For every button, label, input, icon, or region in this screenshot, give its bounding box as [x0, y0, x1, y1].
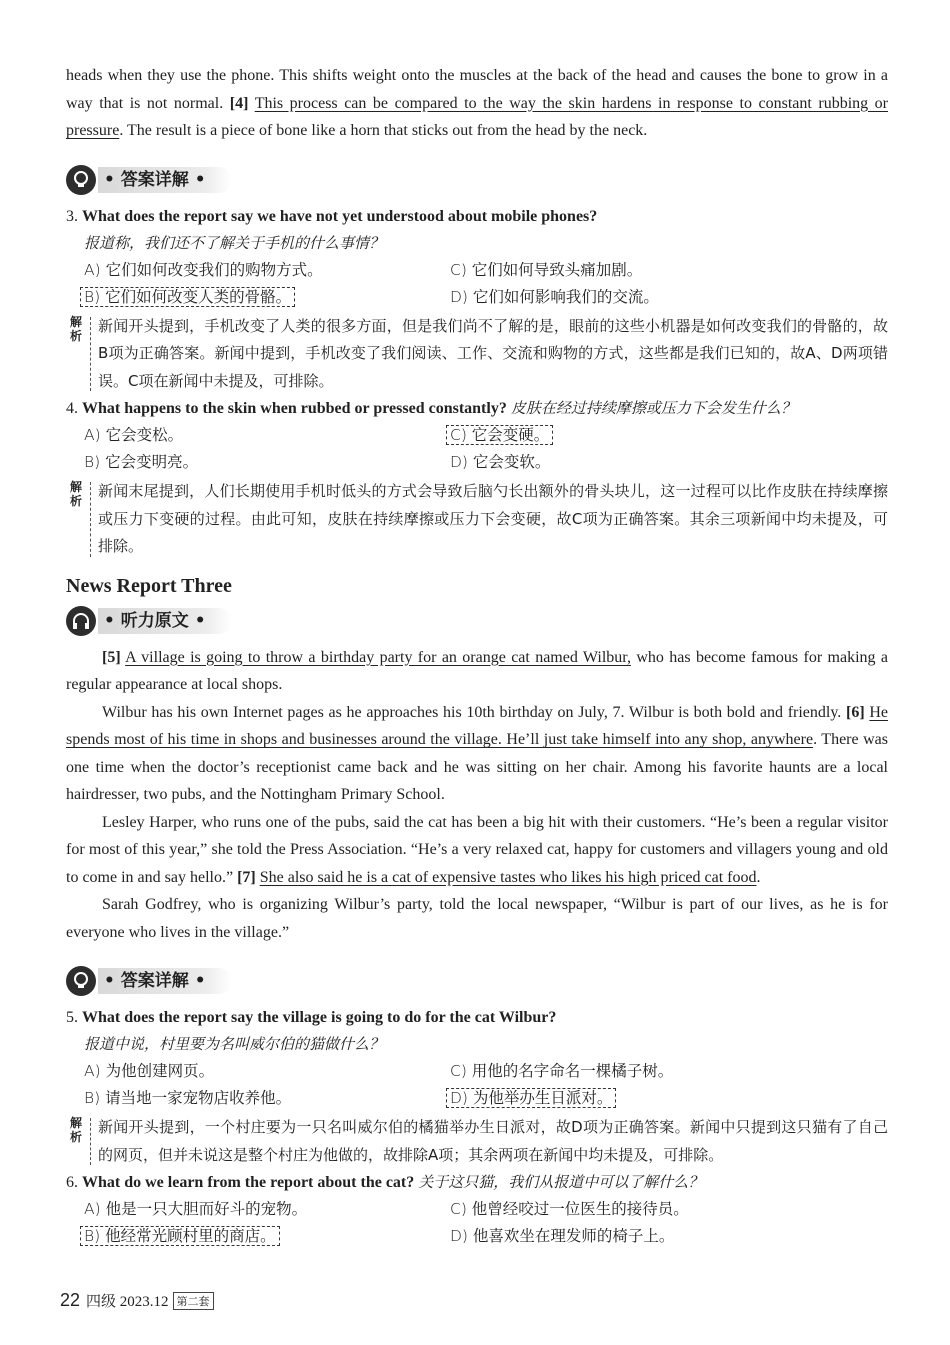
option-a: A) 它会变松。 — [84, 426, 184, 444]
option-d: D) 它会变软。 — [450, 453, 551, 471]
option-c: C) 他曾经咬过一位医生的接待员。 — [450, 1200, 689, 1218]
listening-banner — [66, 604, 888, 638]
question-3 — [66, 203, 888, 230]
report-paragraph-3 — [66, 809, 888, 892]
question-number: 3. — [66, 207, 78, 225]
option-b-correct: B) 他经常光顾村里的商店。 — [80, 1226, 280, 1246]
report-paragraph-4: Sarah Godfrey, who is organizing Wilbur’s party, told the local newspaper, “Wilbur is part of our lives, as he is for everyone who lives in the village.” — [66, 896, 888, 941]
banner-label: • 答案详解 • — [98, 968, 232, 994]
question-translation: 报道中说，村里要为名叫威尔伯的猫做什么？ — [84, 1035, 385, 1053]
underlined-text: A village is going to throw a birthday party for an orange cat named Wilbur, — [125, 648, 631, 666]
option-b-correct: B) 它们如何改变人类的骨骼。 — [80, 287, 295, 307]
question-number: 5. — [66, 1009, 78, 1026]
analysis-block — [66, 313, 888, 396]
option-b: B) 它会变明亮。 — [84, 453, 199, 471]
divider — [90, 482, 91, 557]
banner-label: • 答案详解 • — [98, 167, 232, 193]
options — [66, 1196, 888, 1250]
analysis-text: 新闻开头提到，手机改变了人类的很多方面，但是我们尚不了解的是，眼前的这些小机器是如何改变我们的骨骼的，故B项为正确答案。新闻中提到，手机改变了我们阅读、工作、交流和购物的方式，这些都是我们已知的，故A、D两项错误。C项在新闻中未提及，可排除。 — [98, 316, 888, 390]
footer-text: 四级 2023.12 — [86, 1294, 169, 1310]
option-c: C) 它们如何导致头痛加剧。 — [450, 260, 643, 279]
text-span: heads when they use the phone. This shifts weight onto the muscles at the back of the head and causes the bone to grow in a way that is not normal. — [66, 67, 888, 112]
options — [66, 1058, 888, 1112]
report-paragraph-2 — [66, 699, 888, 809]
report-paragraph-1 — [66, 644, 888, 699]
page-number: 22 — [60, 1290, 81, 1310]
underlined-text: He spends most of his time in shops and businesses around the village. He’ll just take himself into any shop, anywhere — [66, 703, 889, 748]
option-a: A) 它们如何改变我们的购物方式。 — [84, 260, 323, 279]
question-translation: 皮肤在经过持续摩擦或压力下会发生什么？ — [510, 399, 796, 417]
question-number: 4. — [66, 400, 78, 417]
question-number: 6. — [66, 1174, 78, 1191]
text-span: who has become famous for making a regular appearance at local shops. — [66, 648, 888, 693]
text-span: . The result is a piece of bone like a horn that sticks out from the head by the neck. — [119, 122, 648, 139]
headphones-icon — [66, 606, 96, 636]
question-6 — [66, 1169, 888, 1196]
question-text: What does the report say the village is going to do for the cat Wilbur? — [82, 1009, 557, 1026]
question-4 — [66, 395, 888, 422]
analysis-block — [66, 1114, 888, 1169]
option-d: D) 它们如何影响我们的交流。 — [450, 287, 659, 306]
divider — [90, 1118, 91, 1165]
marker-tag: [5] — [102, 648, 121, 666]
marker-tag: [7] — [237, 868, 256, 886]
text-span: . — [756, 868, 761, 886]
page-content — [66, 62, 888, 1250]
analysis-text: 新闻开头提到，一个村庄要为一只名叫威尔伯的橘猫举办生日派对，故D项为正确答案。新闻中只提到这只猫有了自己的网页，但并未说这是整个村庄为他做的，故排除A项；其余两项在新闻中均未提及，可排除。 — [98, 1118, 888, 1164]
question-text: What happens to the skin when rubbed or pressed constantly? — [82, 400, 507, 417]
options — [66, 257, 888, 311]
option-d: D) 他喜欢坐在理发师的椅子上。 — [450, 1227, 675, 1245]
analysis-mark: 解析 — [69, 314, 82, 343]
marker-tag: [4] — [229, 94, 249, 112]
option-c-correct: C) 它会变硬。 — [446, 425, 553, 445]
banner-label: • 听力原文 • — [98, 608, 232, 634]
question-translation: 报道称，我们还不了解关于手机的什么事情？ — [84, 233, 385, 252]
option-a: A) 为他创建网页。 — [84, 1062, 215, 1080]
section-title: News Report Three — [66, 574, 232, 597]
option-d-correct: D) 为他举办生日派对。 — [446, 1088, 616, 1108]
text-span: . There was one time when the doctor’s receptionist came back and he was sitting on her chair. Among his favorite haunts are a local hairdresser, two pubs, and the Nottingham Primary School. — [66, 731, 888, 803]
intro-paragraph — [66, 62, 888, 145]
answers-banner — [66, 964, 888, 998]
question-text: What does the report say we have not yet understood about mobile phones? — [82, 207, 598, 225]
divider — [90, 317, 91, 392]
question-5 — [66, 1004, 888, 1031]
option-c: C) 用他的名字命名一棵橘子树。 — [450, 1062, 674, 1080]
question-text: What do we learn from the report about the cat? — [82, 1174, 415, 1191]
analysis-block — [66, 478, 888, 561]
page-footer — [60, 1290, 214, 1311]
option-b: B) 请当地一家宠物店收养他。 — [84, 1089, 292, 1107]
analysis-mark: 解析 — [69, 1116, 82, 1144]
analysis-mark: 解析 — [69, 480, 82, 508]
underlined-text: She also said he is a cat of expensive tastes who likes his high priced cat food — [259, 868, 757, 886]
text-span: Lesley Harper, who runs one of the pubs, said the cat has been a big hit with their customers. “He’s been a regular visitor for most of this year,” she told the Press Association. “He’s a very relaxed cat, happy for customers and villagers young and old to come in and say hello.” — [66, 813, 888, 886]
footer-box: 第二套 — [173, 1292, 214, 1310]
underlined-text: This process can be compared to the way the skin hardens in response to constant rubbing or pressure — [66, 94, 889, 139]
option-a: A) 他是一只大胆而好斗的宠物。 — [84, 1200, 308, 1218]
question-translation: 关于这只猫，我们从报道中可以了解什么？ — [418, 1173, 704, 1191]
marker-tag: [6] — [846, 703, 865, 721]
lightbulb-icon — [66, 165, 96, 195]
options — [66, 422, 888, 476]
answers-banner — [66, 163, 888, 197]
analysis-text: 新闻末尾提到，人们长期使用手机时低头的方式会导致后脑勺长出额外的骨头块儿，这一过程可以比作皮肤在持续摩擦或压力下变硬的过程。由此可知，皮肤在持续摩擦或压力下会变硬，故C项为正确答案。其余三项新闻中均未提及，可排除。 — [98, 482, 888, 555]
lightbulb-icon — [66, 966, 96, 996]
text-span: Wilbur has his own Internet pages as he approaches his 10th birthday on July, 7. Wilbur is both bold and friendly. — [102, 703, 846, 721]
